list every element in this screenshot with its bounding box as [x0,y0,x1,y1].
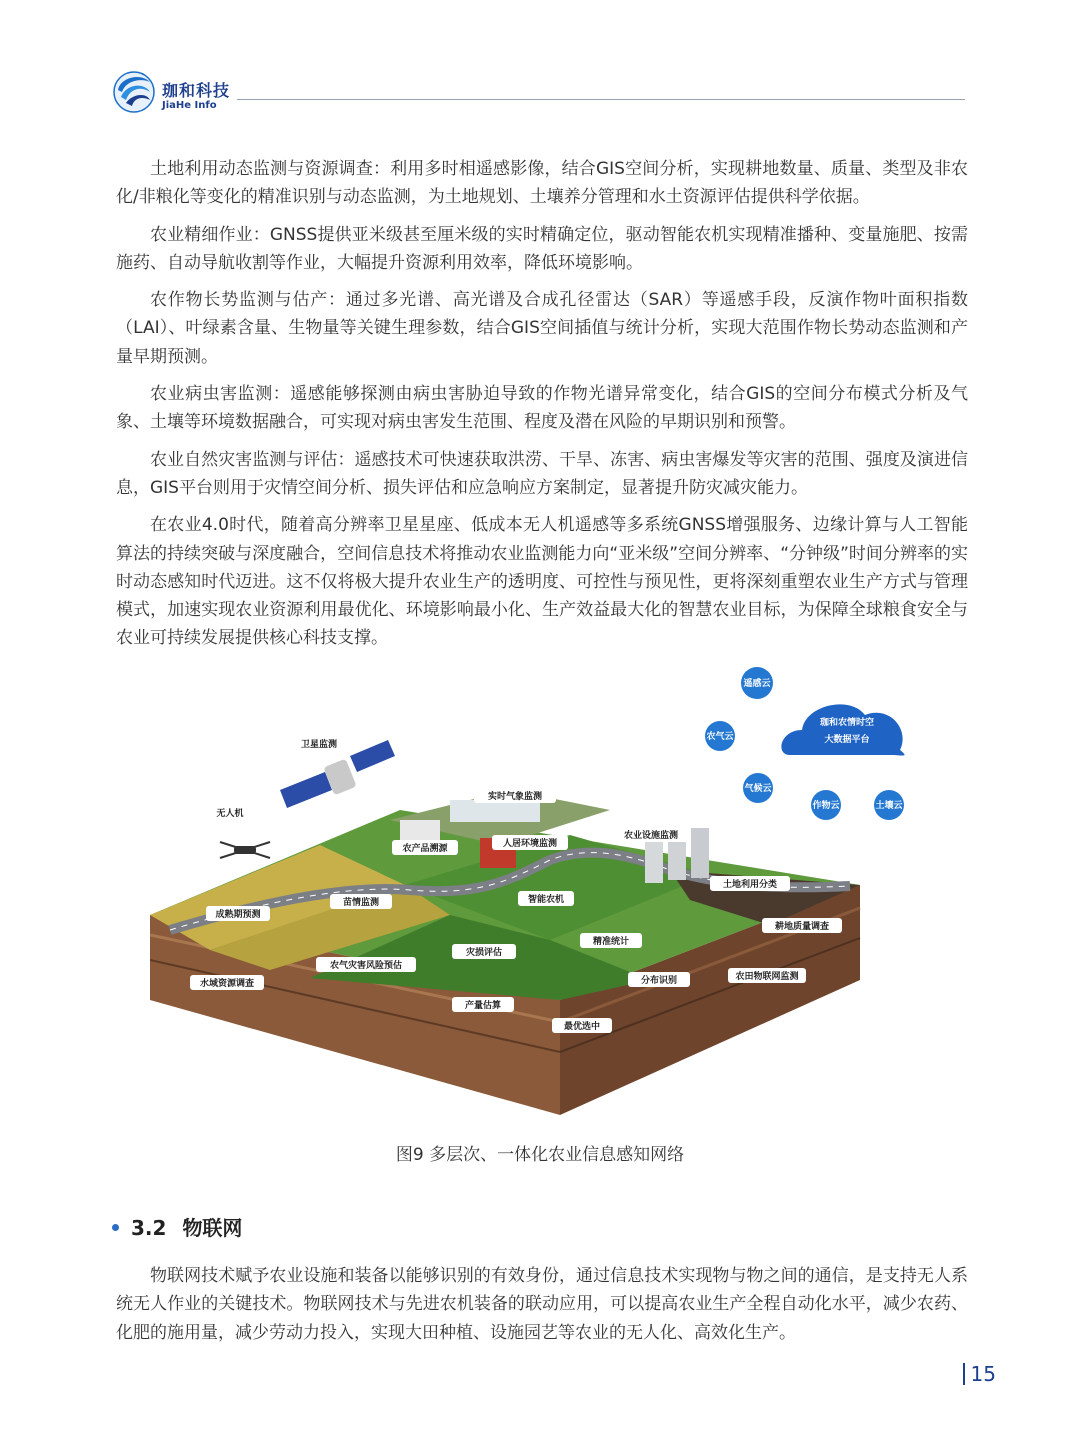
label-distribution: 分布识别 [640,976,678,986]
label-weather-monitor: 实时气象监测 [487,792,543,802]
page-header [112,70,968,114]
cloud-weather: 气候云 [744,784,772,794]
brand-name: 珈和科技 [162,81,231,100]
label-yield: 产量估算 [464,1001,502,1011]
label-satellite: 卫星监测 [300,740,338,750]
header-divider [237,99,965,100]
brand-name-en: JiaHe Info [162,100,217,111]
label-weather-risk: 农气灾害风险预估 [329,961,403,971]
swirl-globe-icon [112,70,156,114]
section-title: 物联网 [182,1216,243,1240]
silo [645,838,663,883]
section-heading [112,1212,242,1241]
bullet-dot-icon [112,1224,119,1231]
figure-caption: 图9 多层次、一体化农业信息感知网络 [395,1145,685,1165]
page-number-value: 15 [970,1362,996,1386]
label-traceability: 农产品溯源 [402,844,448,854]
cloud-crop: 作物云 [812,801,840,811]
label-disaster-assess: 灾损评估 [465,948,503,958]
greenhouse [450,800,540,822]
label-drone: 无人机 [216,809,244,819]
label-maturity: 成熟期预测 [215,910,261,920]
body-text [116,155,968,662]
page-number-bar [963,1363,965,1385]
paragraph: 土地利用动态监测与资源调查：利用多时相遥感影像，结合GIS空间分析，实现耕地数量、质量、类型及非农化/非粮化等变化的精准识别与动态监测，为土地规划、土壤养分管理和水土资源评估提供科学依据。 [116,159,968,208]
cloud-platform-line2: 大数据平台 [824,735,870,745]
cloud-platform-line1: 珈和农情时空 [819,718,875,728]
page-number [963,1362,996,1387]
label-land-use: 土地利用分类 [722,880,778,890]
label-farmland-quality: 耕地质量调查 [774,922,830,932]
paragraph: 农业病虫害监测：遥感能够探测由病虫害胁迫导致的作物光谱异常变化，结合GIS的空间分布模式分析及气象、土壤等环境数据融合，可实现对病虫害发生范围、程度及潜在风险的早期识别和预警。 [116,384,968,433]
cloud-platform-shape [781,704,904,755]
section-number: 3.2 [131,1216,167,1240]
agri-sensing-network-illustration [150,660,910,1120]
paragraph: 农业精细作业：GNSS提供亚米级甚至厘米级的实时精确定位，驱动智能农机实现精准播种、变量施肥、按需施药、自动导航收割等作业，大幅提升资源利用效率，降低环境影响。 [116,224,968,273]
label-optimal: 最优选中 [563,1022,601,1032]
label-habitat: 人居环境监测 [502,839,558,849]
cloud-agri-weather: 农气云 [706,732,734,742]
label-precise-stats: 精准统计 [592,937,630,947]
drone-icon [220,842,270,858]
paragraph: 农作物长势监测与估产：通过多光谱、高光谱及合成孔径雷达（SAR）等遥感手段，反演作物叶面积指数（LAI）、叶绿素含量、生物量等关键生理参数，结合GIS空间插值与统计分析，实现大范围作物长势动态监测和产量早期预测。 [116,290,968,367]
paragraph: 在农业4.0时代，随着高分辨率卫星星座、低成本无人机遥感等多系统GNSS增强服务、边缘计算与人工智能算法的持续突破与深度融合，空间信息技术将推动农业监测能力向“亚米级”空间分辨率、“分钟级”时间分辨率的实时动态感知时代迈进。这不仅将极大提升农业生产的透明度、可控性与预见性，更将深刻重塑农业生产方式与管理模式，加速实现农业资源利用最优化、环境影响最小化、生产效益最大化的智慧农业目标，为保障全球粮食安全与农业可持续发展提供核心科技支撑。 [116,515,968,649]
section-body [116,1262,968,1356]
label-water-survey: 水域资源调查 [199,979,255,989]
paragraph: 物联网技术赋予农业设施和装备以能够识别的有效身份，通过信息技术实现物与物之间的通信，是支持无人系统无人作业的关键技术。物联网技术与先进农机装备的联动应用，可以提高农业生产全程自动化水平，减少农药、化肥的施用量，减少劳动力投入，实现大田种植、设施园艺等农业的无人化、高效化生产。 [116,1266,968,1343]
cloud-soil: 土壤云 [875,801,903,811]
cloud-remote: 遥感云 [743,679,771,689]
label-iot: 农田物联网监测 [735,972,799,982]
paragraph: 农业自然灾害监测与评估：遥感技术可快速获取洪涝、干旱、冻害、病虫害爆发等灾害的范围、强度及演进信息，GIS平台则用于灾情空间分析、损失评估和应急响应方案制定，显著提升防灾减灾能力。 [116,449,968,498]
label-seedling: 苗情监测 [342,898,380,908]
label-facility: 农业设施监测 [623,831,679,841]
label-smart-machine: 智能农机 [527,895,565,905]
